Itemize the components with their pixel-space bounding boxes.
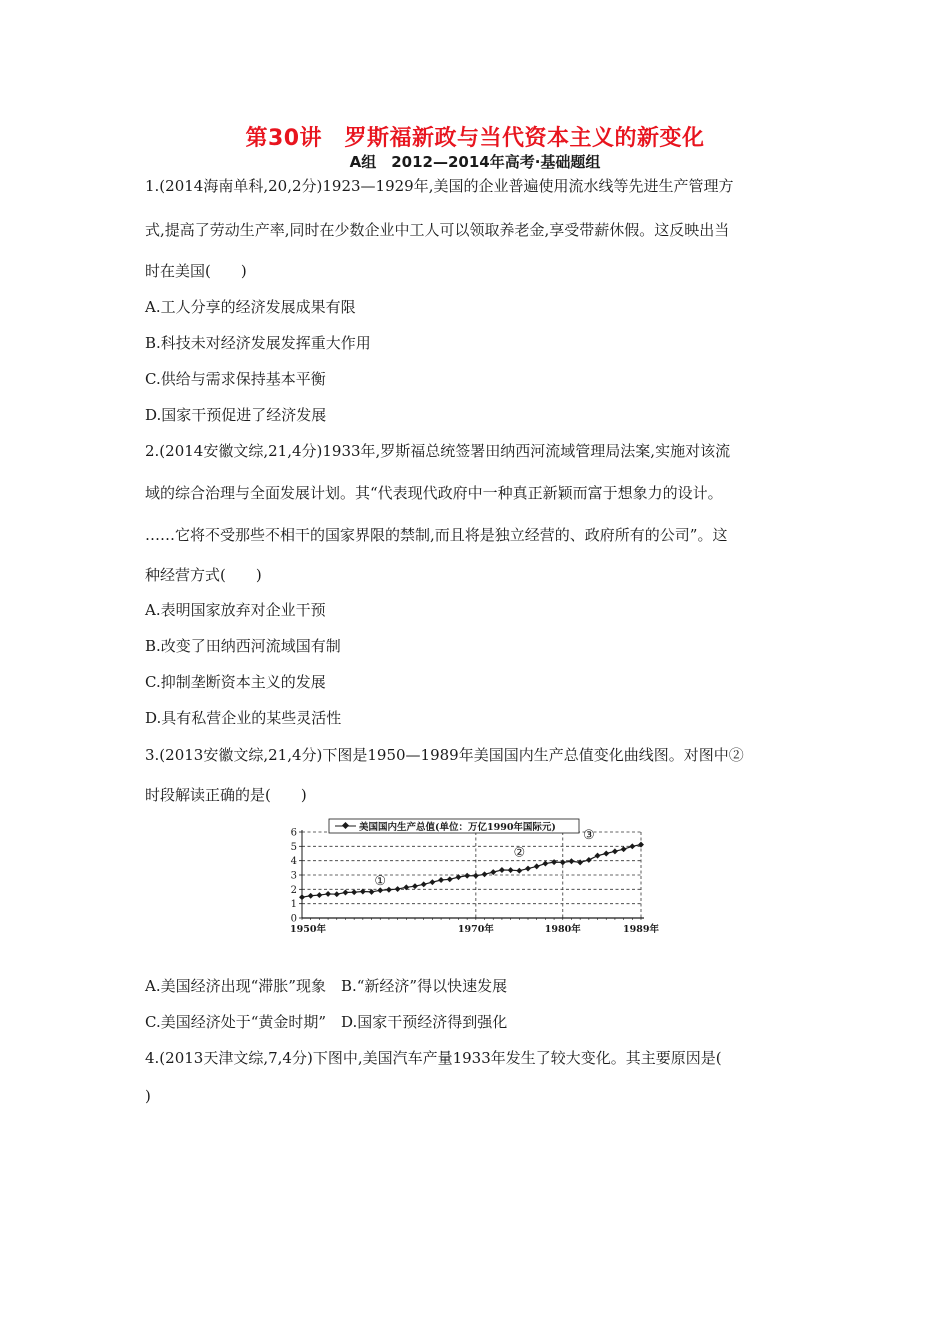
gdp-data-point	[342, 890, 348, 896]
y-tick-label: 3	[290, 870, 297, 882]
gdp-data-point	[473, 873, 479, 879]
q1-option-b: B.科技未对经济发展发挥重大作用	[145, 334, 371, 352]
x-tick-label: 1970年	[457, 924, 494, 935]
gdp-data-point	[386, 887, 392, 893]
gdp-data-point	[586, 857, 592, 863]
y-tick-label: 1	[290, 899, 297, 911]
gdp-data-point	[412, 883, 418, 889]
section-subtitle: A组 2012—2014年高考·基础题组	[349, 153, 601, 171]
gdp-data-point	[603, 851, 609, 857]
q1-stem-line-3: 时在美国( )	[145, 262, 247, 280]
gdp-data-point	[629, 843, 635, 849]
gdp-data-point	[369, 889, 375, 895]
x-tick-label: 1980年	[544, 924, 581, 935]
chart-grid	[302, 832, 641, 918]
q2-stem-line-1: 2.(2014安徽文综,21,4分)1933年,罗斯福总统签署田纳西河流域管理局法案,实施对该流	[145, 442, 731, 460]
gdp-line-chart	[286, 812, 666, 940]
chart-annotations	[374, 828, 594, 889]
q3-option-ab: A.美国经济出现“滞胀”现象 B.“新经济”得以快速发展	[145, 977, 508, 995]
page-title: 第30讲 罗斯福新政与当代资本主义的新变化	[245, 126, 705, 151]
gdp-chart-svg	[286, 812, 666, 940]
y-tick-label: 6	[290, 827, 297, 839]
gdp-data-point	[464, 873, 470, 879]
q1-option-a: A.工人分享的经济发展成果有限	[145, 298, 356, 316]
chart-legend	[329, 819, 579, 833]
gdp-data-point	[308, 893, 314, 899]
q2-stem-line-4: 种经营方式( )	[145, 566, 262, 584]
x-tick-label: 1989年	[623, 924, 659, 935]
q4-stem-line-2: )	[145, 1087, 151, 1105]
gdp-data-point	[429, 879, 435, 885]
q1-option-d: D.国家干预促进了经济发展	[145, 406, 327, 424]
gdp-data-point	[508, 867, 514, 873]
gdp-data-point	[421, 881, 427, 887]
q2-option-a: A.表明国家放弃对企业干预	[145, 601, 326, 619]
q3-option-cd: C.美国经济处于“黄金时期” D.国家干预经济得到强化	[145, 1013, 508, 1031]
q1-stem-line-1: 1.(2014海南单科,20,2分)1923—1929年,美国的企业普遍使用流水线等先进生产管理方	[145, 177, 734, 195]
gdp-data-point	[595, 853, 601, 859]
gdp-data-point	[516, 868, 522, 874]
q2-option-c: C.抑制垄断资本主义的发展	[145, 673, 326, 691]
q3-stem-line-2: 时段解读正确的是( )	[145, 786, 307, 804]
q4-stem-line-1: 4.(2013天津文综,7,4分)下图中,美国汽车产量1933年发生了较大变化。其主要原因是(	[145, 1049, 722, 1067]
gdp-data-point	[447, 876, 453, 882]
gdp-data-point	[621, 846, 627, 852]
q3-stem-line-1: 3.(2013安徽文综,21,4分)下图是1950—1989年美国国内生产总值变化曲线图。对图中②	[145, 746, 744, 764]
y-tick-label: 4	[290, 856, 297, 868]
gdp-data-point	[499, 867, 505, 873]
gdp-data-point	[299, 894, 305, 900]
gdp-data-point	[551, 859, 557, 865]
chart-series	[299, 842, 644, 901]
q2-option-d: D.具有私营企业的某些灵活性	[145, 709, 342, 727]
gdp-data-point	[316, 892, 322, 898]
q2-stem-line-3: ……它将不受那些不相干的国家界限的禁制,而且将是独立经营的、政府所有的公司”。这	[145, 526, 728, 544]
gdp-data-point	[438, 877, 444, 883]
q2-option-b: B.改变了田纳西河流域国有制	[145, 637, 341, 655]
gdp-data-point	[334, 891, 340, 897]
gdp-data-point	[395, 886, 401, 892]
gdp-data-point	[525, 866, 531, 872]
q1-option-c: C.供给与需求保持基本平衡	[145, 370, 326, 388]
y-tick-label: 0	[290, 913, 297, 925]
chart-axes	[290, 828, 659, 936]
gdp-data-point	[351, 889, 357, 895]
q1-stem-line-2: 式,提高了劳动生产率,同时在少数企业中工人可以领取养老金,享受带薪休假。这反映出当	[145, 221, 730, 239]
gdp-data-point	[534, 863, 540, 869]
gdp-data-point	[612, 848, 618, 854]
period-annotation: ③	[583, 828, 595, 844]
y-tick-label: 5	[290, 841, 297, 853]
legend-label: 美国国内生产总值(单位：万亿1990年国际元)	[359, 822, 556, 833]
q2-stem-line-2: 域的综合治理与全面发展计划。其“代表现代政府中一种真正新颖而富于想象力的设计。	[145, 484, 723, 502]
gdp-data-point	[482, 871, 488, 877]
y-tick-label: 2	[290, 884, 297, 896]
x-tick-label: 1950年	[290, 924, 326, 935]
gdp-data-point	[568, 858, 574, 864]
gdp-data-point	[325, 891, 331, 897]
gdp-data-point	[490, 869, 496, 875]
gdp-data-point	[542, 861, 548, 867]
period-annotation: ①	[374, 874, 387, 890]
period-annotation: ②	[513, 845, 526, 861]
